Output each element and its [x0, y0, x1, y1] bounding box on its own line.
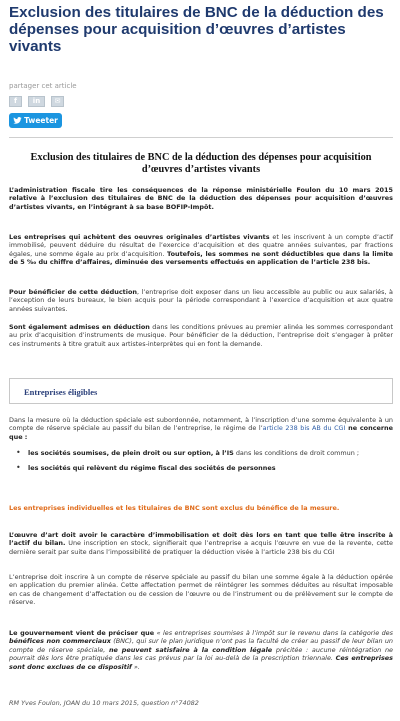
share-label: partager cet article [9, 82, 77, 90]
paragraph-acquisition-lead: Les entreprises qui achètent des oeuvres originales d’artistes vivants [9, 233, 270, 241]
paragraph-exposition [9, 288, 393, 313]
paragraph-acquisition-text: et les inscrivent à un compte d’actif immobilisé, peuvent déduire du résultat de l’exercice d’acquisition et des quatre années suivantes, par fractions égales, une somme égale au prix d’acquisition. [9, 233, 393, 258]
paragraph-eligibility-bold: ne concerne que : [9, 424, 393, 441]
share-icons [9, 96, 64, 107]
paragraph-exposition-lead: Pour bénéficier de cette déduction [9, 288, 137, 296]
quote-part: « les entreprises soumises à l’impôt sur le revenu dans la catégorie des [154, 629, 394, 637]
quote-bold-part: Ces entreprises sont donc exclues de ce dispositif [9, 654, 394, 671]
paragraph-immobilisation-text: Une inscription en stock, signifierait que l’entreprise a acquis l’œuvre en vue de la revente, cette dernière serait par suite dans l’impossibilité de pratiquer la déduction visée à l’article 238 bis du CGI [9, 539, 393, 556]
list-item [28, 464, 388, 472]
paragraph-immobilisation [9, 531, 393, 556]
paragraph-acquisition-limit: Toutefois, les sommes ne sont déductibles que dans la limite de 5 ‰ du chiffre d’affaires, diminuée des versements effectués en application de l’article 238 bis. [9, 249, 393, 267]
quote-part: (BNC), qui sur le plan juridique n’ont pas la faculté de créer au passif de leur bilan un compte de réserve spéciale, [9, 637, 393, 654]
quote-part: précitée : aucune réintégration ne pourrait dès lors être pratiquée dans les cas prévus par la loi au-delà de la prescription triennale. [9, 645, 393, 663]
tweet-label: Tweeter [24, 116, 58, 125]
list-item-text: dans les conditions de droit commun ; [233, 449, 360, 457]
paragraph-eligibility [9, 416, 393, 441]
list-item [28, 449, 388, 457]
list-item-bold: les sociétés qui relèvent du régime fiscal des sociétés de personnes [28, 464, 276, 473]
document-title: Exclusion des titulaires de BNC de la déduction des dépenses pour acquisition d’œuvres d’artistes vivants [30, 152, 372, 175]
cgi-article-link[interactable]: article 238 bis AB du CGI [262, 424, 346, 433]
tweet-button[interactable] [9, 113, 62, 128]
facebook-icon[interactable]: f [9, 96, 22, 107]
paragraph-eligibility-text: Dans la mesure où la déduction spéciale est subordonnée, notamment, à l’inscription d’une somme équivalente à un compte de réserve spéciale au passif du bilan de l’entreprise, le régime de l’ [9, 416, 393, 433]
list-item-bold: les sociétés soumises, de plein droit ou sur option, à l’IS [28, 449, 234, 457]
paragraph-government-lead: Le gouvernement vient de préciser que [9, 629, 155, 637]
paragraph-government [9, 629, 393, 671]
twitter-bird-icon [13, 116, 22, 125]
section-heading: Entreprises éligibles [24, 387, 98, 397]
paragraph-instruments [9, 323, 393, 348]
paragraph-reserve: L’entreprise doit inscrire à un compte de réserve spéciale au passif du bilan une somme égale à la déduction opérée en application du premier alinéa. Cette affectation permet de réintégrer les sommes déduites au résultat imposable en cas de changement d’affectation ou de cession de l’œuvre ou de l’instrument ou de prélèvement sur le compte de réserve. [9, 573, 393, 607]
quote-part: ». [131, 662, 140, 671]
exclusion-notice: Les entreprises individuelles et les titulaires de BNC sont exclus du bénéfice de la mesure. [9, 504, 340, 512]
eligibility-list [28, 449, 388, 478]
paragraph-immobilisation-lead: L’œuvre d’art doit avoir le caractère d’immobilisation et doit dès lors en tant que telle être inscrite à l’actif du bilan. [9, 531, 393, 548]
quote-bold-part: ne peuvent satisfaire à la condition légale [108, 645, 273, 654]
source-reference: RM Yves Foulon, JOAN du 10 mars 2015, question n°74082 [9, 699, 199, 707]
paragraph-exposition-text: , l’entreprise doit exposer dans un lieu accessible au public ou aux salariés, à l’exception de leurs bureaux, le bien acquis pour la période correspondant à l’exercice d’acquisition et aux quatre années suivantes. [9, 288, 393, 313]
divider [9, 137, 393, 138]
section-box [9, 378, 393, 404]
article-title: Exclusion des titulaires de BNC de la déduction des dépenses pour acquisition d’œuvres d’artistes vivants [9, 4, 384, 55]
paragraph-acquisition [9, 233, 393, 267]
quote-bold-part: bénéfices non commerciaux [9, 637, 111, 646]
email-icon[interactable]: ✉ [51, 96, 64, 107]
linkedin-icon[interactable]: in [28, 96, 45, 107]
paragraph-instruments-text: dans les conditions prévues au premier alinéa les sommes correspondant au prix d’acquisition d’instruments de musique. Pour bénéficier de la déduction, l’entreprise doit s’engager à prêter ces instruments à titre gratuit aux artistes-interprètes qui en font la demande. [9, 323, 393, 348]
paragraph-instruments-lead: Sont également admises en déduction [9, 323, 150, 331]
intro-paragraph: L’administration fiscale tire les conséquences de la réponse ministérielle Foulon du 10 mars 2015 relative à l’exclusion des titulaires de BNC de la déduction des dépenses pour acquisition d’œuvres d’artistes vivants, en l’intégrant à sa base BOFIP-Impôt. [9, 186, 393, 211]
